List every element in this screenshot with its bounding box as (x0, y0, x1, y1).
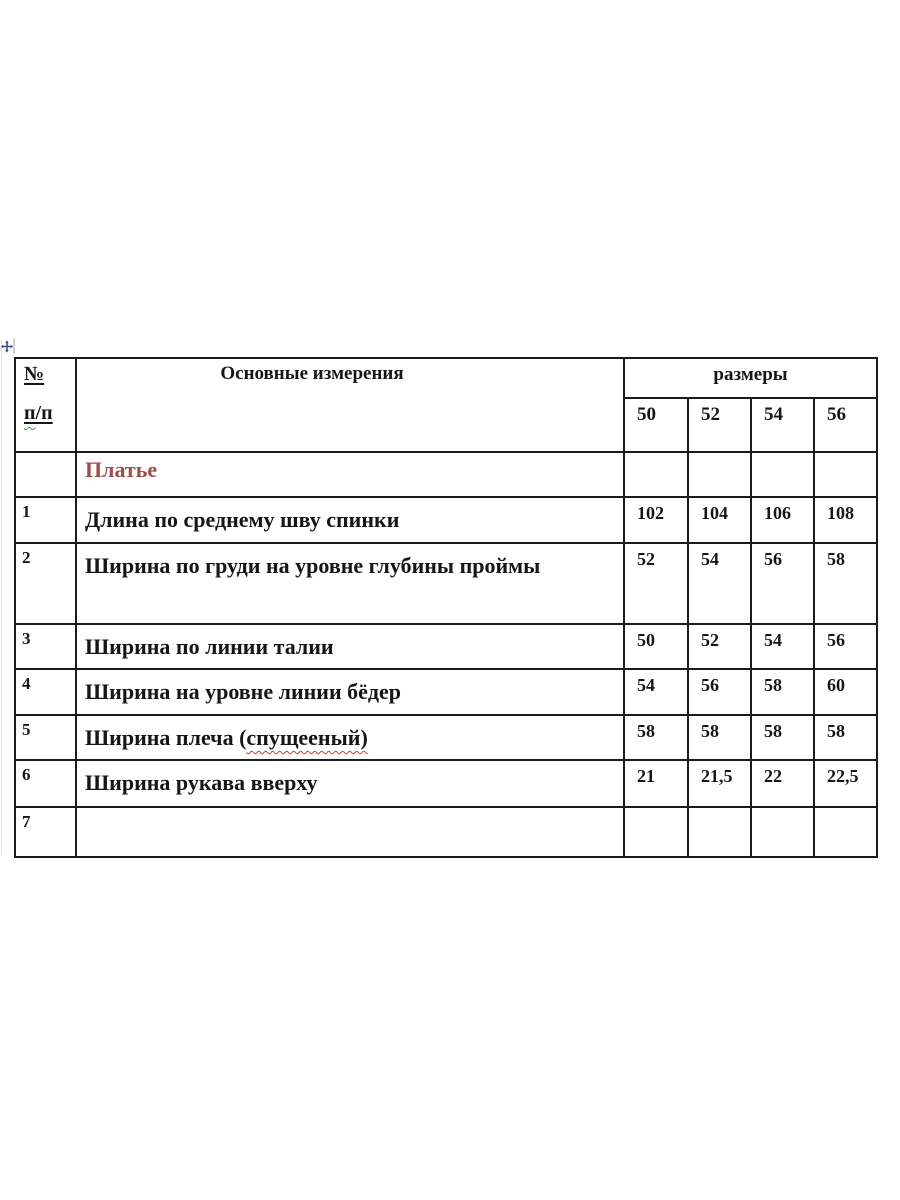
measurements-table (14, 357, 878, 858)
empty-cell[interactable] (751, 452, 814, 497)
header-sizes-cell[interactable] (624, 358, 877, 398)
table-move-handle[interactable] (0, 338, 15, 354)
table-move-handle-icon (1, 340, 13, 353)
header-measurements-cell[interactable] (76, 358, 624, 452)
row-value[interactable]: 106 (751, 497, 814, 543)
row-value[interactable]: 21,5 (688, 760, 751, 807)
measurements-header-label: Основные измерения (220, 363, 404, 384)
row-value[interactable]: 58 (814, 715, 877, 761)
row-value[interactable]: 50 (624, 624, 688, 670)
row-value[interactable]: 52 (688, 624, 751, 670)
row-number[interactable]: 6 (15, 760, 76, 807)
spellcheck-squiggle-text: спущееный) (246, 724, 368, 750)
size-col-54[interactable]: 54 (751, 398, 814, 452)
row-value[interactable]: 58 (624, 715, 688, 761)
size-col-50[interactable]: 50 (624, 398, 688, 452)
table-row (15, 543, 877, 624)
row-value[interactable]: 60 (814, 669, 877, 715)
size-col-56[interactable]: 56 (814, 398, 877, 452)
header-row-top (15, 358, 877, 398)
row-number[interactable]: 1 (15, 497, 76, 543)
table-row (15, 669, 877, 715)
table-row (15, 715, 877, 761)
row-number[interactable]: 2 (15, 543, 76, 624)
sizes-header-label: размеры (713, 364, 788, 385)
size-col-52[interactable]: 52 (688, 398, 751, 452)
row-value[interactable]: 54 (751, 624, 814, 670)
row-value[interactable]: 56 (814, 624, 877, 670)
row-number[interactable]: 5 (15, 715, 76, 761)
row-label[interactable] (76, 807, 624, 857)
empty-cell[interactable] (688, 452, 751, 497)
empty-cell[interactable] (624, 452, 688, 497)
row-value[interactable]: 58 (688, 715, 751, 761)
row-value[interactable]: 22,5 (814, 760, 877, 807)
row-value[interactable]: 102 (624, 497, 688, 543)
row-value[interactable]: 54 (688, 543, 751, 624)
grammar-squiggle-text: п (24, 402, 36, 424)
row-value[interactable] (814, 807, 877, 857)
row-value[interactable] (624, 807, 688, 857)
table-row (15, 807, 877, 857)
section-title-cell[interactable] (76, 452, 624, 497)
row-label[interactable]: Ширина рукава вверху (76, 760, 624, 807)
section-row (15, 452, 877, 497)
row-value[interactable] (751, 807, 814, 857)
row-label[interactable]: Ширина по линии талии (76, 624, 624, 670)
empty-cell[interactable] (814, 452, 877, 497)
row-value[interactable]: 56 (751, 543, 814, 624)
section-num-cell[interactable] (15, 452, 76, 497)
row-value[interactable]: 108 (814, 497, 877, 543)
num-header-line2: п/п (24, 402, 53, 424)
row-number[interactable]: 4 (15, 669, 76, 715)
row-value[interactable] (688, 807, 751, 857)
row-label[interactable]: Ширина плеча (спущееный) (76, 715, 624, 761)
row-label[interactable]: Ширина по груди на уровне глубины проймы (76, 543, 624, 624)
row-value[interactable]: 58 (751, 669, 814, 715)
row-number[interactable]: 7 (15, 807, 76, 857)
section-title: Платье (85, 457, 158, 482)
row-label[interactable]: Ширина на уровне линии бёдер (76, 669, 624, 715)
row-value[interactable]: 58 (814, 543, 877, 624)
row-value[interactable]: 56 (688, 669, 751, 715)
table-row (15, 624, 877, 670)
row-value[interactable]: 54 (624, 669, 688, 715)
row-value[interactable]: 104 (688, 497, 751, 543)
num-header-line1: № (24, 363, 45, 385)
row-value[interactable]: 52 (624, 543, 688, 624)
table-row (15, 497, 877, 543)
row-value[interactable]: 21 (624, 760, 688, 807)
row-label[interactable]: Длина по среднему шву спинки (76, 497, 624, 543)
header-num-cell[interactable] (15, 358, 76, 452)
row-number[interactable]: 3 (15, 624, 76, 670)
page-boundary-line (1, 340, 2, 855)
row-value[interactable]: 58 (751, 715, 814, 761)
row-value[interactable]: 22 (751, 760, 814, 807)
table-row (15, 760, 877, 807)
